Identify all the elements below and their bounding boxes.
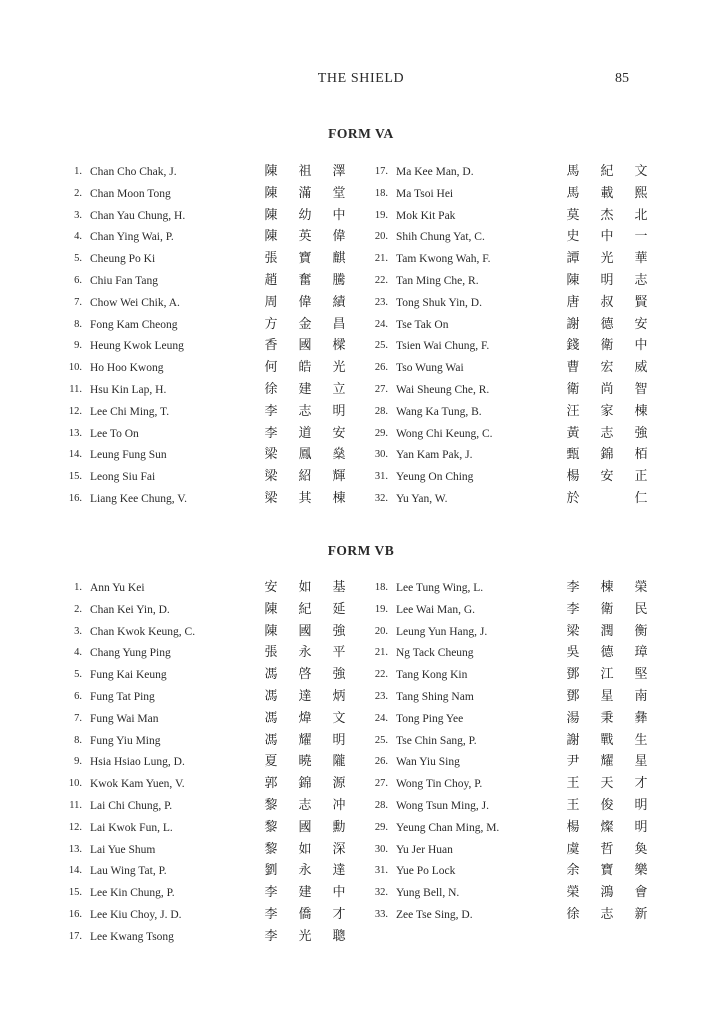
chinese-name: 王 俊 明 [566,798,648,813]
running-title: THE SHIELD [317,71,405,86]
entry-number: 27. [374,384,388,395]
chinese-name: 黎 國 勳 [264,819,346,835]
chinese-name: 陳 紀 延 [264,601,346,617]
entry-number: 9. [74,756,82,768]
entry-number: 13. [68,843,82,855]
chinese-name: 安 如 基 [264,580,346,595]
english-name: Leung Yun Hang, J. [396,625,488,638]
entry-number: 28. [374,405,388,417]
chinese-name: 鄧 星 南 [566,689,648,704]
english-name: Wong Tsun Ming, J. [396,800,489,812]
chinese-name: 王 天 才 [566,776,648,792]
chinese-name: 馮 達 炳 [264,689,346,704]
chinese-name: 陳 明 志 [566,273,648,288]
english-name: Tso Wung Wai [396,362,464,375]
entry-number: 23. [374,296,388,308]
entry-number: 21. [374,647,388,659]
chinese-name: 尹 耀 星 [566,754,648,770]
entry-number: 16. [68,909,82,920]
english-name: Yan Kam Pak, J. [396,449,473,462]
entry-number: 1. [74,582,82,593]
english-name: Lai Yue Shum [90,843,156,856]
chinese-name: 吳 德 璋 [566,645,648,661]
chinese-name: 唐 叔 賢 [566,294,648,310]
english-name: Cheung Po Ki [90,253,156,266]
chinese-name: 陳 幼 中 [264,207,346,223]
form-va-heading: FORM VA [328,126,394,141]
english-name: Lee Kin Chung, P. [90,887,175,900]
chinese-name: 李 建 中 [264,885,346,901]
english-name: Heung Kwok Leung [90,340,184,353]
english-name: Tam Kwong Wah, F. [396,253,491,266]
english-name: Lai Chi Chung, P. [90,800,173,812]
chinese-name: 黎 志 冲 [264,798,346,813]
chinese-name: 莫 杰 北 [566,207,648,223]
entry-number: 31. [374,865,388,877]
chinese-name: 張 永 平 [264,645,346,661]
english-name: Wan Yiu Sing [396,756,460,769]
english-name: Fung Wai Man [90,712,159,725]
english-name: Chow Wei Chik, A. [90,296,180,309]
entry-number: 17. [374,166,388,177]
chinese-name: 黎 如 深 [264,841,346,857]
entry-number: 15. [68,887,82,899]
entry-number: 6. [74,691,82,702]
english-name: Tong Ping Yee [396,712,464,725]
english-name: Yeung Chan Ming, M. [396,821,500,834]
entry-number: 8. [74,734,82,746]
chinese-name: 徐 志 新 [566,907,648,922]
chinese-name: 周 偉 績 [264,294,346,310]
chinese-name: 陳 國 強 [264,623,346,639]
english-name: Zee Tse Sing, D. [396,909,473,921]
chinese-name: 梁 其 棟 [264,491,346,506]
english-name: Fung Yiu Ming [90,734,161,747]
entry-number: 20. [374,231,388,243]
entry-number: 29. [374,427,388,439]
english-name: Ng Tack Cheung [396,647,474,660]
entry-number: 5. [74,669,82,681]
entry-number: 29. [374,821,388,833]
chinese-name: 李 僑 才 [264,907,346,922]
english-name: Ma Kee Man, D. [396,166,474,178]
entry-number: 3. [74,209,82,221]
entry-number: 4. [74,647,82,659]
chinese-name: 楊 安 正 [566,469,648,485]
chinese-name: 鄧 江 堅 [566,667,648,683]
entry-number: 15. [68,471,82,483]
entry-number: 7. [74,712,82,724]
form-vb-heading: FORM VB [327,543,395,558]
entry-number: 10. [68,362,82,374]
chinese-name: 湯 秉 彝 [566,710,648,726]
entry-number: 31. [374,471,388,483]
english-name: Wong Tin Choy, P. [396,778,483,791]
english-name: Fong Kam Cheong [90,318,178,331]
entry-number: 30. [374,843,388,855]
entry-number: 9. [74,340,82,352]
english-name: Yeung On Ching [396,471,474,484]
chinese-name: 錢 衛 中 [566,338,648,354]
english-name: Tan Ming Che, R. [396,275,479,287]
running-head [0,71,722,91]
entry-number: 2. [74,187,82,199]
chinese-name: 梁 潤 衡 [566,623,648,639]
english-name: Tse Tak On [396,318,449,331]
entry-number: 2. [74,603,82,615]
chinese-name: 馮 煒 文 [264,710,346,726]
entry-number: 22. [374,669,388,681]
english-name: Lai Kwok Fun, L. [90,821,173,834]
english-name: Hsia Hsiao Lung, D. [90,756,185,769]
entry-number: 11. [69,384,82,395]
entry-number: 30. [374,449,388,461]
chinese-name: 李 志 明 [264,403,346,419]
entry-number: 12. [68,405,82,417]
english-name: Lee Kiu Choy, J. D. [90,909,182,921]
entry-number: 32. [374,887,388,899]
entry-number: 16. [68,493,82,504]
english-name: Tsien Wai Chung, F. [396,340,490,353]
english-name: Leong Siu Fai [90,471,156,484]
chinese-name: 方 金 昌 [264,316,346,332]
chinese-name: 陳 英 偉 [264,229,346,245]
english-name: Lee Tung Wing, L. [396,582,484,594]
english-name: Shih Chung Yat, C. [396,231,485,244]
entry-number: 19. [374,209,388,221]
english-name: Chiu Fan Tang [90,275,158,287]
english-name: Tang Kong Kin [396,669,468,682]
chinese-name: 李 光 聰 [264,928,346,944]
english-name: Chan Cho Chak, J. [90,166,177,178]
english-name: Liang Kee Chung, V. [90,493,187,505]
entry-number: 32. [374,493,388,504]
chinese-name: 譚 光 華 [566,251,648,267]
page-number: 85 [615,71,629,86]
entry-number: 19. [374,603,388,615]
entry-number: 18. [374,582,388,593]
entry-number: 21. [374,253,388,265]
chinese-name: 馮 啓 強 [264,667,346,683]
entry-number: 27. [374,778,388,790]
chinese-name: 馮 耀 明 [264,732,346,748]
entry-number: 7. [74,296,82,308]
chinese-name: 榮 鴻 會 [566,885,648,901]
chinese-name: 陳 滿 堂 [264,185,346,201]
entry-number: 22. [374,275,388,286]
english-name: Leung Fung Sun [90,449,167,462]
chinese-name: 李 道 安 [264,425,346,441]
entry-number: 13. [68,427,82,439]
entry-number: 28. [374,800,388,811]
english-name: Lee To On [90,427,139,440]
chinese-name: 香 國 樑 [264,338,346,354]
chinese-name: 陳 祖 澤 [264,164,346,179]
chinese-name: 於 仁 [566,491,648,506]
chinese-name: 趙 奮 騰 [264,273,346,288]
chinese-name: 李 衛 民 [566,601,648,617]
entry-number: 24. [374,712,388,724]
chinese-name: 梁 紹 輝 [264,469,346,485]
english-name: Tse Chin Sang, P. [396,734,477,747]
chinese-name: 謝 戰 生 [566,732,648,748]
english-name: Fung Kai Keung [90,669,167,682]
chinese-name: 郭 錦 源 [264,776,346,792]
entry-number: 4. [74,231,82,243]
chinese-name: 馬 載 熙 [566,185,648,201]
entry-number: 14. [68,449,82,461]
english-name: Yu Yan, W. [396,493,448,505]
entry-number: 8. [74,318,82,330]
chinese-name: 梁 鳳 燊 [264,447,346,463]
english-name: Ann Yu Kei [90,582,145,594]
entry-number: 26. [374,362,388,374]
entry-number: 25. [374,340,388,352]
entry-number: 33. [374,909,388,920]
english-name: Lau Wing Tat, P. [90,865,167,878]
entry-number: 5. [74,253,82,265]
entry-number: 10. [68,778,82,790]
english-name: Chan Ying Wai, P. [90,231,174,244]
entry-number: 23. [374,691,388,702]
english-name: Tong Shuk Yin, D. [396,296,482,309]
chinese-name: 楊 燦 明 [566,819,648,835]
english-name: Chang Yung Ping [90,647,171,660]
english-name: Hsu Kin Lap, H. [90,384,167,396]
english-name: Ho Hoo Kwong [90,362,164,375]
chinese-name: 曹 宏 威 [566,360,648,376]
english-name: Lee Wai Man, G. [396,603,476,616]
entry-number: 20. [374,625,388,637]
english-name: Kwok Kam Yuen, V. [90,778,185,791]
entry-number: 26. [374,756,388,768]
chinese-name: 余 寶 樂 [566,863,648,879]
chinese-name: 李 棟 榮 [566,580,648,595]
chinese-name: 馬 紀 文 [566,164,648,179]
chinese-name: 衛 尚 智 [566,382,648,397]
chinese-name: 黃 志 強 [566,425,648,441]
english-name: Chan Kei Yin, D. [90,603,170,616]
chinese-name: 甄 錦 栢 [566,447,648,463]
english-name: Chan Moon Tong [90,187,171,200]
english-name: Ma Tsoi Hei [396,187,454,200]
chinese-name: 史 中 一 [566,229,648,245]
english-name: Lee Kwang Tsong [90,930,174,943]
chinese-name: 汪 家 棟 [566,403,648,419]
english-name: Fung Tat Ping [90,691,155,703]
chinese-name: 劉 永 達 [264,863,346,879]
entry-number: 24. [374,318,388,330]
chinese-name: 何 皓 光 [264,360,346,376]
chinese-name: 謝 德 安 [566,316,648,332]
english-name: Wang Ka Tung, B. [396,405,482,418]
entry-number: 1. [74,166,82,177]
english-name: Chan Yau Chung, H. [90,209,186,222]
entry-number: 18. [374,187,388,199]
chinese-name: 虞 哲 奐 [566,841,648,857]
english-name: Lee Chi Ming, T. [90,405,170,418]
entry-number: 25. [374,734,388,746]
entry-number: 11. [69,800,82,811]
english-name: Chan Kwok Keung, C. [90,625,196,638]
english-name: Wai Sheung Che, R. [396,384,490,396]
english-name: Yung Bell, N. [396,887,460,900]
english-name: Wong Chi Keung, C. [396,427,493,440]
entry-number: 12. [68,821,82,833]
english-name: Yue Po Lock [396,865,456,878]
english-name: Tang Shing Nam [396,691,474,703]
entry-number: 17. [68,930,82,942]
entry-number: 6. [74,275,82,286]
chinese-name: 夏 曉 隴 [264,754,346,770]
entry-number: 14. [68,865,82,877]
english-name: Yu Jer Huan [396,843,453,856]
chinese-name: 張 寶 麒 [264,251,346,267]
entry-number: 3. [74,625,82,637]
chinese-name: 徐 建 立 [264,382,346,397]
english-name: Mok Kit Pak [396,209,456,222]
